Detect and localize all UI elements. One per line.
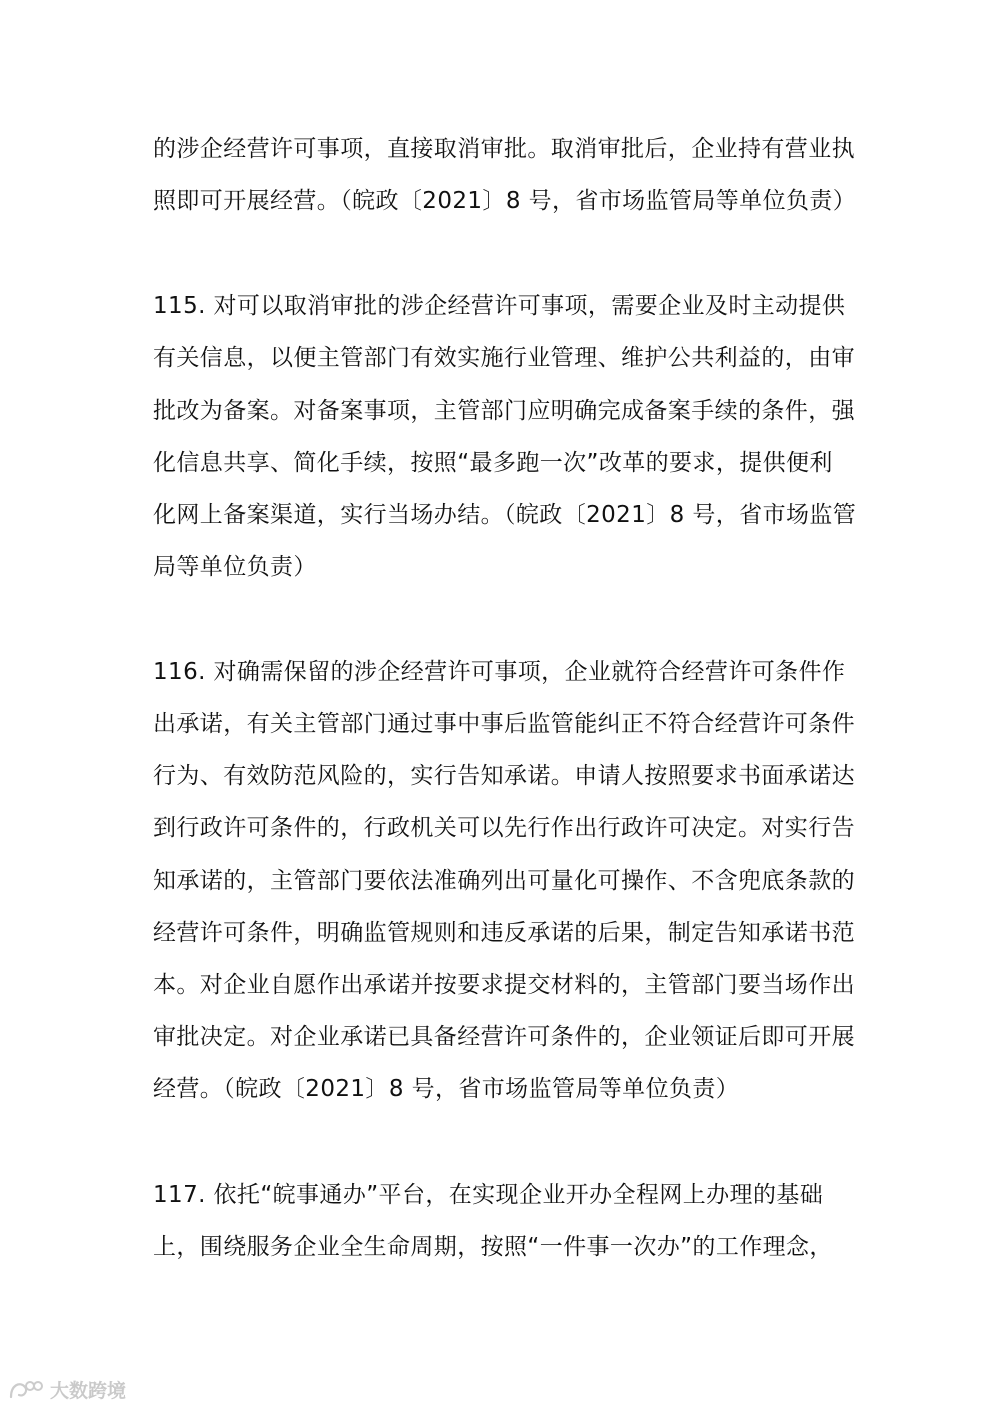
watermark	[8, 1376, 126, 1403]
paragraph-116-line-8: 审批决定。对企业承诺已具备经营许可条件的，企业领证后即可开展	[153, 1024, 855, 1050]
watermark-text: 大数跨境	[50, 1380, 127, 1402]
paragraph-116-line-1: 116. 对确需保留的涉企经营许可事项，企业就符合经营许可条件作	[153, 659, 846, 685]
paragraph-116-line-5: 知承诺的，主管部门要依法准确列出可量化可操作、不含兜底条款的	[153, 868, 855, 894]
paragraph-116-line-7: 本。对企业自愿作出承诺并按要求提交材料的，主管部门要当场作出	[153, 972, 855, 998]
paragraph-115-line-6: 局等单位负责）	[153, 554, 317, 580]
paragraph-1-line-2: 照即可开展经营。（皖政〔2021〕8 号，省市场监管局等单位负责）	[153, 188, 857, 214]
paragraph-115-line-2: 有关信息，以便主管部门有效实施行业管理、维护公共利益的，由审	[153, 345, 855, 371]
paragraph-115-line-1: 115. 对可以取消审批的涉企经营许可事项，需要企业及时主动提供	[153, 293, 846, 319]
paragraph-1-line-1: 的涉企经营许可事项，直接取消审批。取消审批后，企业持有营业执	[153, 136, 855, 162]
paragraph-116-line-2: 出承诺，有关主管部门通过事中事后监管能纠正不符合经营许可条件	[153, 711, 855, 737]
paragraph-116-line-9: 经营。（皖政〔2021〕8 号，省市场监管局等单位负责）	[153, 1076, 740, 1102]
paragraph-117-line-2: 上，围绕服务企业全生命周期，按照“一件事一次办”的工作理念，	[153, 1234, 833, 1260]
paragraph-115-line-5: 化网上备案渠道，实行当场办结。（皖政〔2021〕8 号，省市场监管	[153, 502, 857, 528]
paragraph-116-line-6: 经营许可条件，明确监管规则和违反承诺的后果，制定告知承诺书范	[153, 920, 855, 946]
paragraph-115-line-4: 化信息共享、简化手续，按照“最多跑一次”改革的要求，提供便利	[153, 450, 833, 476]
paragraph-116-line-3: 行为、有效防范风险的，实行告知承诺。申请人按照要求书面承诺达	[153, 763, 855, 789]
paragraph-115-line-3: 批改为备案。对备案事项，主管部门应明确完成备案手续的条件，强	[153, 398, 855, 424]
paragraph-117-line-1: 117. 依托“皖事通办”平台，在实现企业开办全程网上办理的基础	[153, 1182, 824, 1208]
datacross-logo-icon	[8, 1377, 44, 1403]
paragraph-116-line-4: 到行政许可条件的，行政机关可以先行作出行政许可决定。对实行告	[153, 815, 855, 841]
